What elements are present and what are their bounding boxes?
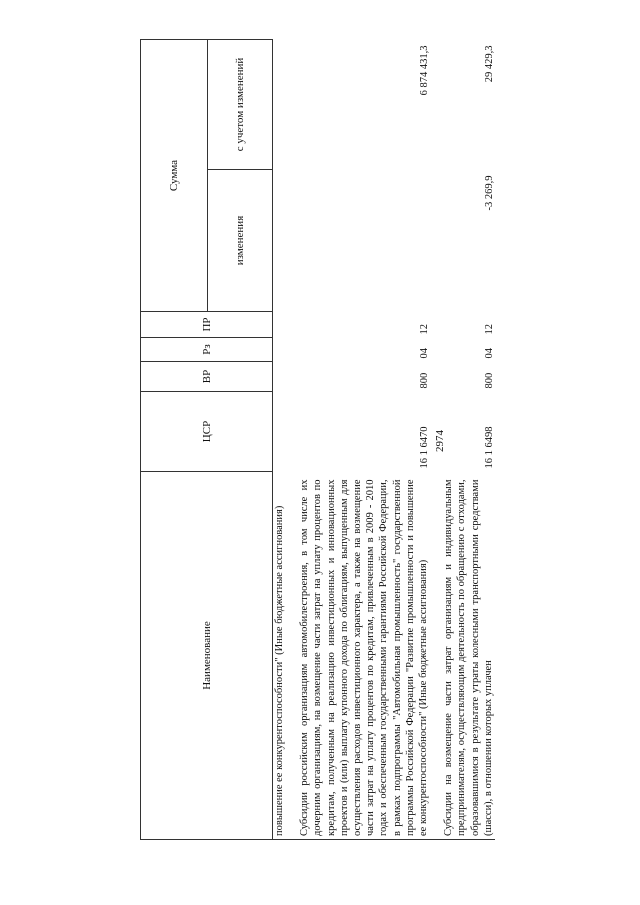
row-csr bbox=[273, 392, 287, 472]
row-csr: 16 1 6470 bbox=[419, 426, 431, 469]
budget-table bbox=[140, 39, 495, 840]
header-name: Наименование bbox=[141, 472, 273, 840]
row-csr: 16 1 6498 bbox=[484, 426, 496, 469]
row-name: повышение ее конкурентоспособности" (Иные бюджетные ассигнования) bbox=[273, 472, 287, 840]
row-pr: 12 bbox=[419, 324, 431, 335]
table-row bbox=[298, 40, 430, 840]
header-pr: ПР bbox=[141, 312, 273, 338]
row-change bbox=[298, 170, 430, 312]
header-vr: ВР bbox=[141, 362, 273, 392]
header-sum: Сумма bbox=[141, 40, 208, 312]
row-rz bbox=[273, 338, 287, 362]
row-rz: 04 bbox=[419, 348, 431, 359]
row-with-change bbox=[273, 40, 287, 170]
table-row bbox=[273, 40, 287, 840]
row-vr: 800 bbox=[419, 372, 431, 389]
row-with-change: 6 874 431,3 bbox=[419, 45, 431, 96]
row-with-change: 29 429,3 bbox=[484, 45, 496, 83]
header-change: изменения bbox=[208, 170, 273, 312]
row-vr: 800 bbox=[484, 372, 496, 389]
row-name: Субсидии на возмещение части затрат организациям и индивидуальным предпринимателям, осуществляющим деятельность по обращению с отходами, образовавшимися в результате утраты колесными транспортными средствами (шасси), в отношении которых уплачен bbox=[442, 472, 495, 840]
row-pr: 12 bbox=[484, 324, 496, 335]
header-csr: ЦСР bbox=[141, 392, 273, 472]
row-change bbox=[273, 170, 287, 312]
table-row bbox=[442, 40, 495, 840]
rotated-budget-table bbox=[140, 40, 590, 840]
row-vr bbox=[273, 362, 287, 392]
page-number: 2974 bbox=[434, 430, 446, 452]
row-change: -3 269,9 bbox=[484, 175, 496, 211]
header-with-change: с учетом изменений bbox=[208, 40, 273, 170]
row-rz: 04 bbox=[484, 348, 496, 359]
header-rz: Рз bbox=[141, 338, 273, 362]
row-name: Субсидии российским организациям автомобилестроения, в том числе их дочерним организациям, на возмещение части затрат на уплату процентов по кредитам, полученным на реализацию инвестиционных и инновационных проектов и (или) выплату купонного дохода по облигациям, выпущенным для осуществления расходов инвестиционного характера, а также на возмещение части затрат на уплату процентов по кредитам, привлеченным в 2009 - 2010 годах и обеспеченным государственными гарантиями Российской Федерации, в рамках подпрограммы "Автомобильная промышленность" государственной программы Российской Федерации "Развитие промышленности и повышение ее конкурентоспособности" (Иные бюджетные ассигнования) bbox=[298, 472, 430, 840]
row-pr bbox=[273, 312, 287, 338]
